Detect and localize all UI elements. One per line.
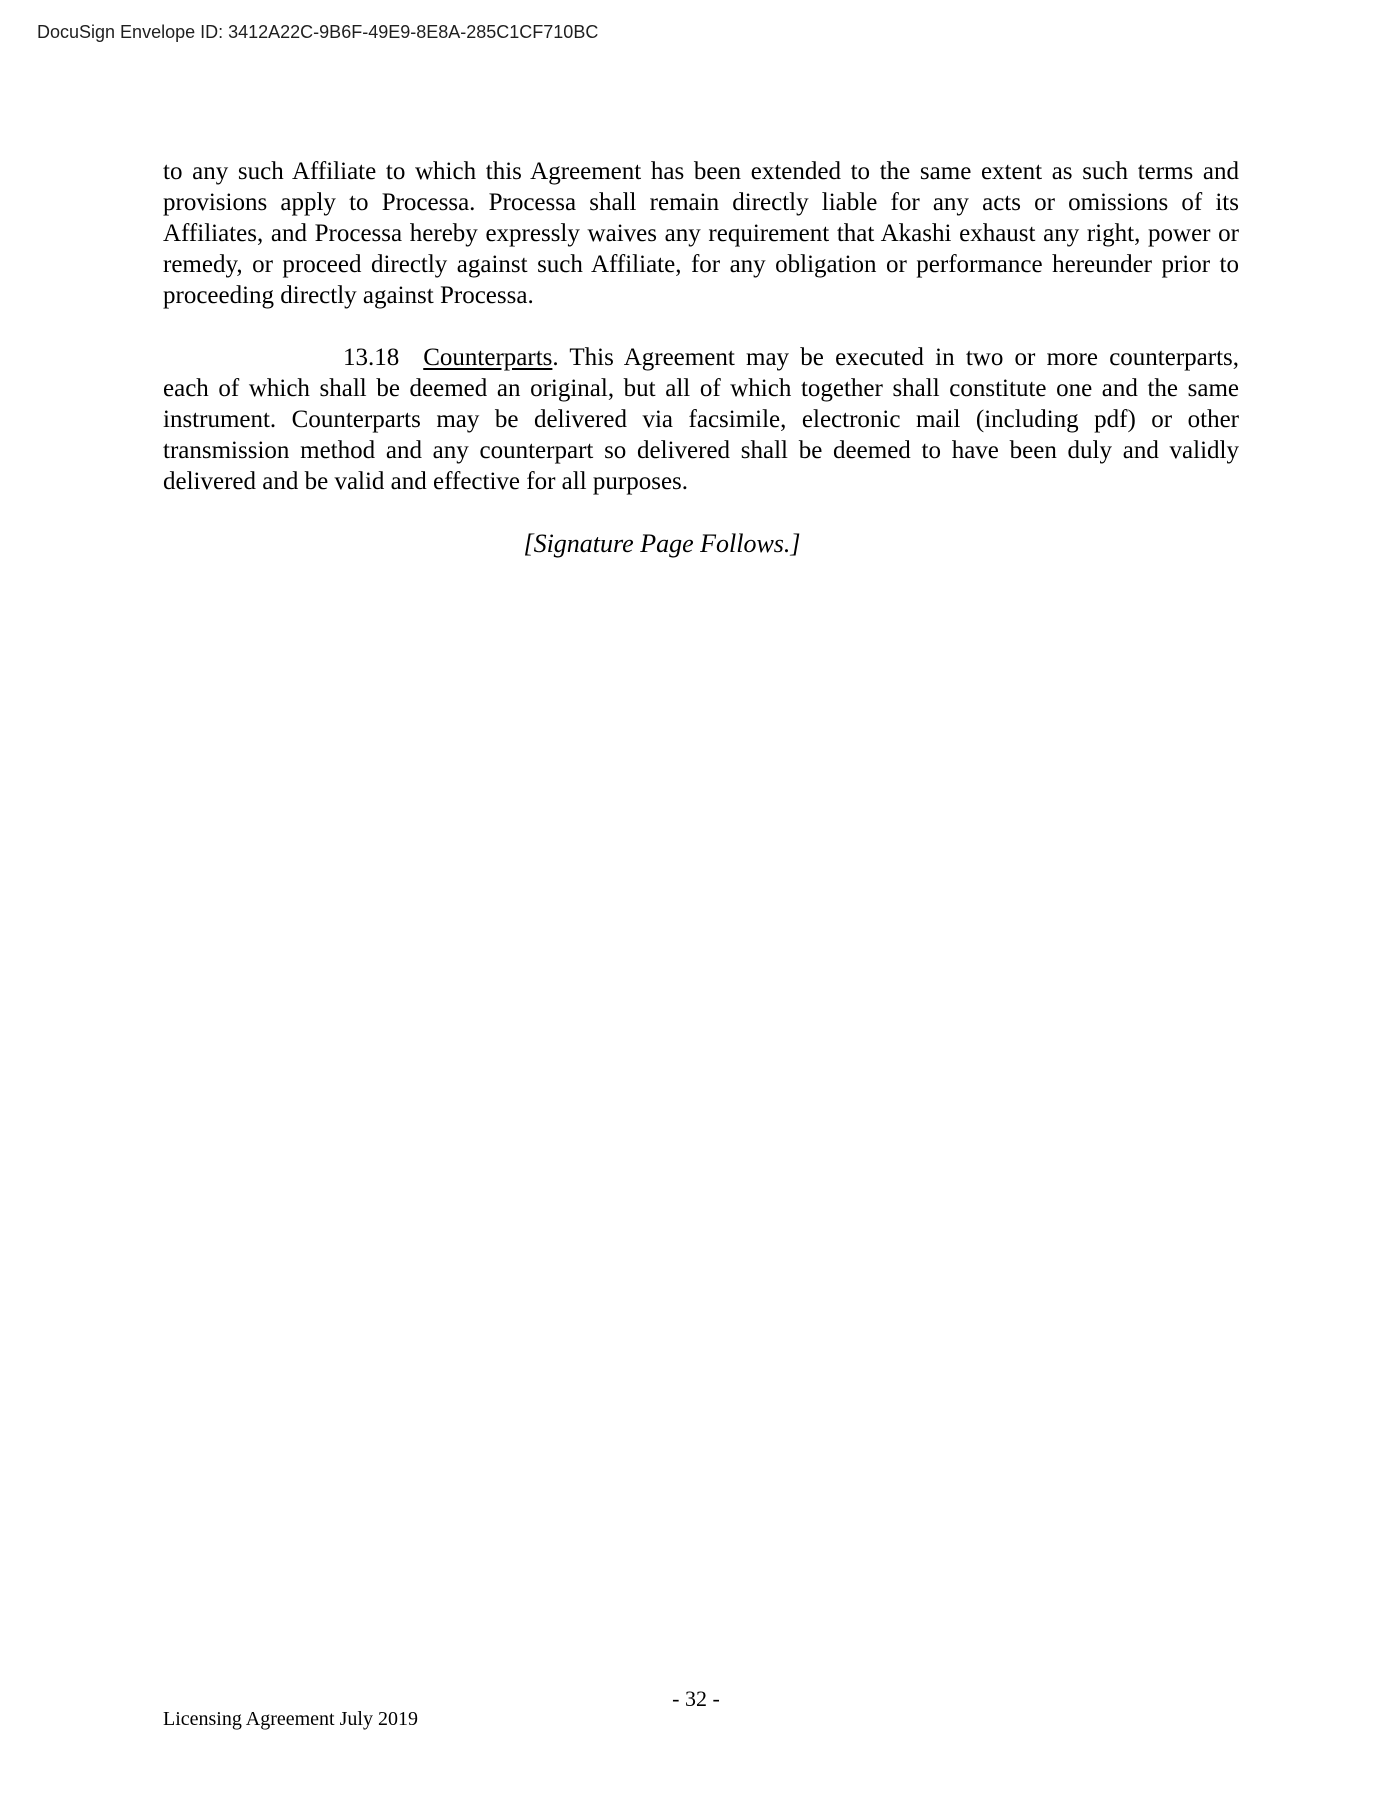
section-body-text: . This Agreement may be executed in two or more counterparts, each of which shall be deemed an original, but all of which together shall constitute one and the same instrument. Counterparts may be delivered via facsimile, electronic mail (including pdf) or other transmission method and any counterpart so delivered shall be deemed to have been duly and validly delivered and be valid and effective for all purposes. xyxy=(163,344,1239,495)
footer-doc-title: Licensing Agreement July 2019 xyxy=(163,1708,418,1730)
signature-page-note: [Signature Page Follows.] xyxy=(523,529,801,558)
paragraph-affiliate-extension: to any such Affiliate to which this Agreement has been extended to the same extent as such terms and provisions apply to Processa. Processa shall remain directly liable for any acts or omissions of its Affiliates, and Processa hereby expressly waives any requirement that Akashi exhaust any right, power or remedy, or proceed directly against such Affiliate, for any obligation or performance hereunder prior to proceeding directly against Processa. xyxy=(163,158,1239,309)
paragraph-counterparts xyxy=(163,342,1239,497)
page-number: - 32 - xyxy=(672,1686,720,1711)
docusign-envelope-id: DocuSign Envelope ID: 3412A22C-9B6F-49E9-8E8A-285C1CF710BC xyxy=(37,22,599,42)
section-number: 13.18 xyxy=(343,344,400,371)
document-body xyxy=(163,156,1239,559)
section-heading: Counterparts xyxy=(423,344,553,371)
